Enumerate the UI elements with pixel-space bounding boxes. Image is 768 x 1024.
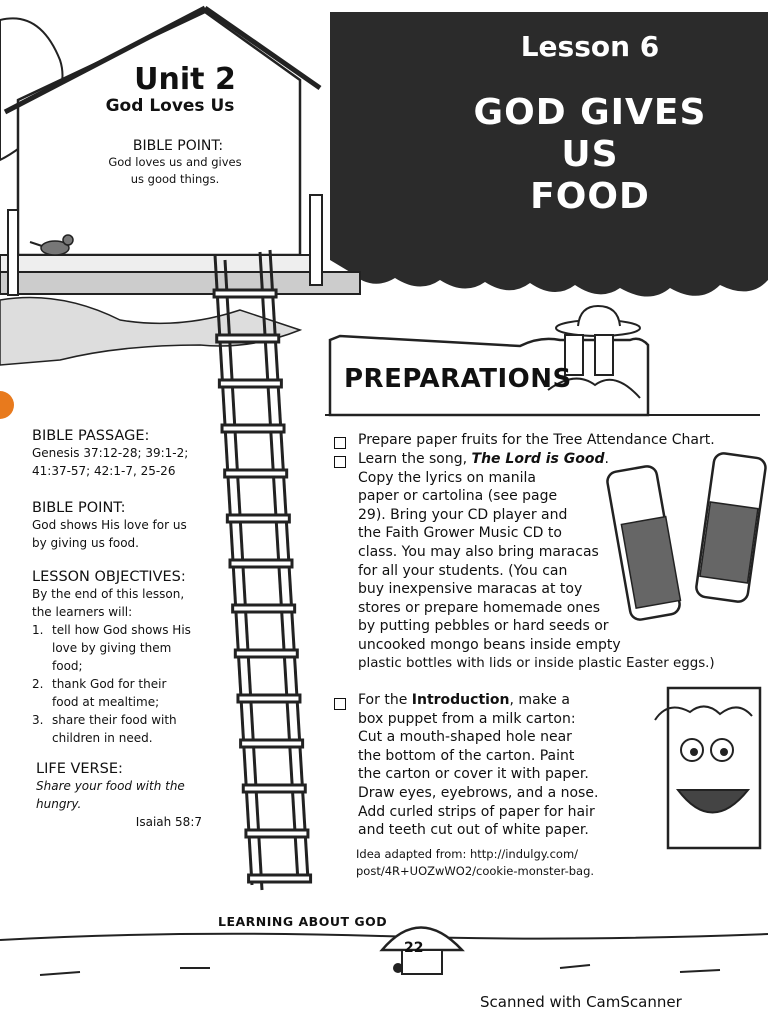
footer-label: LEARNING ABOUT GOD	[218, 914, 388, 929]
prep-item-3-line: Draw eyes, eyebrows, and a nose.	[358, 784, 599, 801]
prep-item-1: Prepare paper fruits for the Tree Attendance Chart.	[358, 432, 715, 448]
prep-item-3-line: Cut a mouth-shaped hole near	[358, 729, 572, 746]
life-verse-line: hungry.	[36, 797, 82, 811]
prep-item-3-prefix: For the	[358, 692, 412, 708]
objective-line: food at mealtime;	[52, 695, 160, 709]
ladder-rung	[233, 605, 295, 612]
ladder-rung	[249, 875, 311, 882]
prep-item-2-line: plastic bottles with lids or inside plastic Easter eggs.)	[358, 655, 715, 671]
idea-credit-line: post/4R+UOZwWO2/cookie-monster-bag.	[356, 864, 595, 878]
ladder-rung	[214, 290, 276, 297]
objectives-list	[32, 621, 217, 747]
ladder-rung	[246, 830, 308, 837]
objective-line: thank God for their	[52, 677, 167, 691]
prep-item-2-line: 29). Bring your CD player and	[358, 506, 568, 523]
preparations-title: PREPARATIONS	[344, 364, 572, 394]
ladder-rung	[235, 650, 297, 657]
idea-credit	[356, 846, 656, 880]
prep-item-2-line: paper or cartolina (see page	[358, 488, 558, 505]
lesson-title-line: GOD GIVES US	[473, 92, 707, 175]
checkbox-icon	[334, 437, 346, 449]
scanner-watermark: Scanned with CamScanner	[480, 993, 682, 1011]
objectives-heading: LESSON OBJECTIVES:	[32, 569, 186, 585]
unit-bible-point-line: God loves us and gives	[108, 155, 242, 169]
life-verse-reference: Isaiah 58:7	[135, 815, 202, 829]
prep-item-2-prefix: Learn the song,	[358, 451, 472, 467]
introduction-label: Introduction	[411, 692, 510, 708]
prep-item-3-line: Add curled strips of paper for hair	[358, 803, 595, 820]
objective-line: share their food with	[52, 713, 177, 727]
life-verse-line: Share your food with the	[36, 779, 185, 793]
checkbox-icon	[334, 456, 346, 468]
objective-number: 1.	[32, 623, 44, 637]
objective-line: children in need.	[52, 731, 153, 745]
bible-point-line: God shows His love for us	[32, 518, 187, 532]
ladder-rung	[227, 515, 289, 522]
ladder-rung	[222, 425, 284, 432]
bible-passage-heading: BIBLE PASSAGE:	[32, 428, 150, 444]
objective-number: 3.	[32, 713, 44, 727]
prep-item-2-first-line	[358, 450, 658, 469]
lesson-objectives-section	[32, 569, 217, 747]
objective-item	[32, 621, 217, 675]
bible-passage-section	[32, 428, 217, 480]
lesson-title-line: FOOD	[530, 176, 650, 217]
objectives-intro-line: By the end of this lesson,	[32, 587, 185, 601]
prep-item-3	[358, 691, 648, 840]
objective-item	[32, 675, 217, 711]
ladder-rung	[217, 335, 279, 342]
prep-item-2-line: by putting pebbles or hard seeds or	[358, 618, 609, 635]
prep-item-2-line: the Faith Grower Music CD to	[358, 525, 562, 542]
prep-item-3-line: the bottom of the carton. Paint	[358, 747, 575, 764]
ladder-rung	[243, 785, 305, 792]
prep-item-2-line: class. You may also bring maracas	[358, 543, 599, 560]
bible-passage-line: Genesis 37:12-28; 39:1-2;	[32, 446, 189, 460]
prep-item-3-line: box puppet from a milk carton:	[358, 710, 576, 727]
lesson-number: Lesson 6	[520, 30, 660, 63]
life-verse-section	[36, 761, 216, 831]
ladder-rung	[219, 380, 281, 387]
prep-item-2	[358, 450, 715, 673]
objective-line: food;	[52, 659, 83, 673]
prep-item-2-line: uncooked mongo beans inside empty	[358, 636, 621, 653]
bible-passage-line: 41:37-57; 42:1-7, 25-26	[32, 464, 176, 478]
unit-bible-point-text	[80, 154, 270, 188]
unit-subtitle: God Loves Us	[105, 96, 235, 116]
unit-title: Unit 2	[134, 62, 236, 97]
prep-item-2-line: buy inexpensive maracas at toy	[358, 581, 583, 598]
prep-item-3-line: the carton or cover it with paper.	[358, 766, 589, 783]
lesson-title	[440, 92, 740, 218]
ground-line	[0, 934, 768, 940]
bible-point-line: by giving us food.	[32, 536, 139, 550]
prep-item-2-line: for all your students. (You can	[358, 562, 568, 579]
objective-line: love by giving them	[52, 641, 172, 655]
bible-point-heading: BIBLE POINT:	[32, 500, 126, 516]
prep-item-2-suffix: .	[604, 451, 609, 467]
life-verse-heading: LIFE VERSE:	[36, 761, 123, 777]
prep-item-3-first-line	[358, 691, 648, 710]
ladder-rung	[230, 560, 292, 567]
objective-line: tell how God shows His	[52, 623, 191, 637]
prep-item-2-line: stores or prepare homemade ones	[358, 599, 601, 616]
objective-item	[32, 711, 217, 747]
objectives-intro-line: the learners will:	[32, 605, 133, 619]
box-puppet-icon	[655, 688, 760, 848]
orange-fruit-icon	[0, 391, 14, 419]
prep-item-2-line: Copy the lyrics on manila	[358, 469, 536, 486]
bible-point-section	[32, 500, 217, 552]
idea-credit-line: Idea adapted from: http://indulgy.com/	[356, 847, 579, 861]
unit-bible-point-line: us good things.	[130, 172, 220, 186]
checkbox-icon	[334, 698, 346, 710]
prep-item-3-suffix: , make a	[509, 692, 570, 708]
prep-item-3-line: and teeth cut out of white paper.	[358, 822, 589, 839]
ladder-rung	[241, 740, 303, 747]
page-number: 22	[404, 940, 424, 956]
ladder-rung	[225, 470, 287, 477]
objective-number: 2.	[32, 677, 44, 691]
unit-bible-point-heading: BIBLE POINT:	[132, 138, 224, 154]
song-title: The Lord is Good	[471, 451, 605, 467]
ladder-icon	[215, 250, 308, 890]
ladder-rung	[238, 695, 300, 702]
